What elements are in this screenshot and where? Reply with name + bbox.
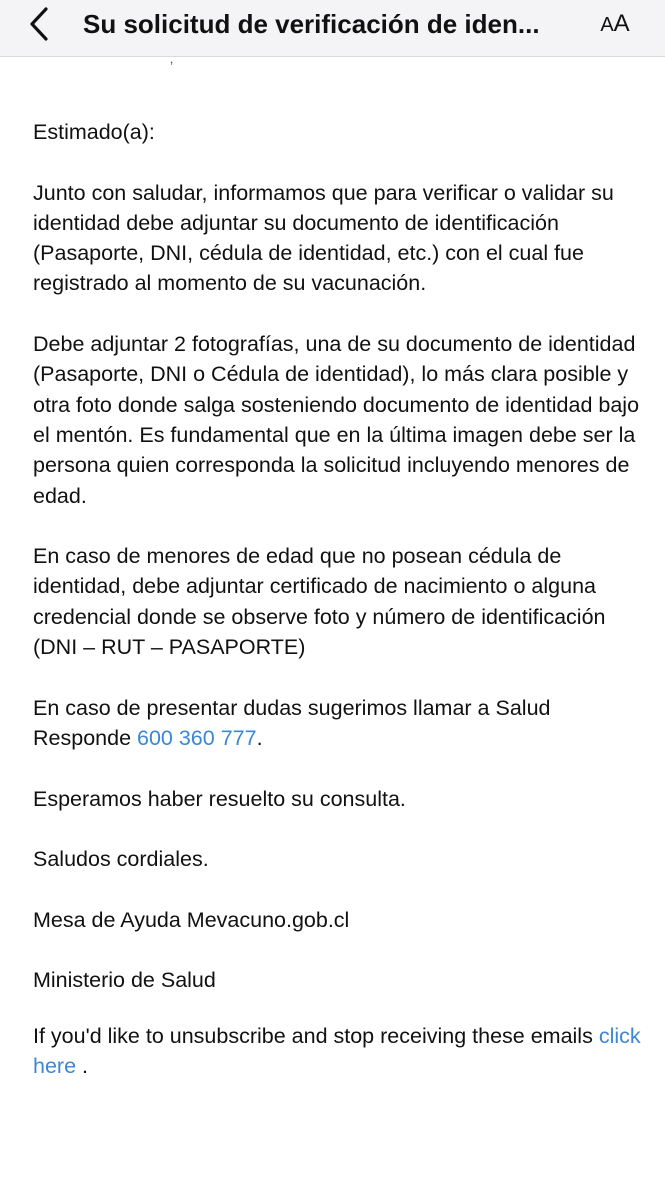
email-paragraph: Esperamos haber resuelto su consulta. xyxy=(33,786,406,811)
email-greeting: Estimado(a): xyxy=(33,120,155,144)
chevron-left-icon xyxy=(24,6,60,42)
email-body xyxy=(33,117,643,1081)
phone-link[interactable]: 600 360 777 xyxy=(137,725,257,750)
email-paragraph: Junto con saludar, informamos que para verificar o validar su identidad debe adjuntar su documento de identificación (Pasaporte, DNI, cédula de identidad, etc.) con el cual fue registrado al momento de su vacunación. xyxy=(33,180,614,296)
email-paragraph: Debe adjuntar 2 fotografías, una de su documento de identidad (Pasaporte, DNI o Cédula de identidad), lo más clara posible y otra foto donde salga sosteniendo documento de identidad bajo el mentón. Es fundamental que en la última imagen debe ser la persona quien corresponda la solicitud incluyendo menores de edad. xyxy=(33,332,640,508)
scroll-remnant-mark: ‚ xyxy=(170,50,174,66)
signature-line: Ministerio de Salud xyxy=(33,968,216,993)
unsubscribe-link[interactable]: click here xyxy=(33,1023,641,1078)
unsubscribe-text: If you'd like to unsubscribe and stop receiving these emails xyxy=(33,1023,599,1048)
contact-text: En caso de presentar dudas sugerimos llamar a Salud Responde xyxy=(33,695,551,750)
email-closing: Saludos cordiales. xyxy=(33,847,209,872)
unsubscribe-footer xyxy=(33,1021,643,1082)
email-paragraph: En caso de menores de edad que no posean cédula de identidad, debe adjuntar certificado de nacimiento o alguna credencial donde se observe foto y número de identificación (DNI – RUT – PASAPORTE) xyxy=(33,544,606,660)
signature-line: Mesa de Ayuda Mevacuno.gob.cl xyxy=(33,907,350,932)
navigation-bar xyxy=(0,0,665,57)
unsubscribe-suffix: . xyxy=(76,1053,88,1078)
text-size-large-glyph: A xyxy=(613,10,630,37)
text-size-small-glyph: A xyxy=(600,14,614,36)
text-size-button[interactable] xyxy=(590,4,640,44)
email-paragraph-contact xyxy=(33,693,643,754)
page-title: Su solicitud de verificación de iden... xyxy=(83,9,540,39)
contact-suffix: . xyxy=(256,725,263,750)
back-button[interactable] xyxy=(24,6,60,42)
